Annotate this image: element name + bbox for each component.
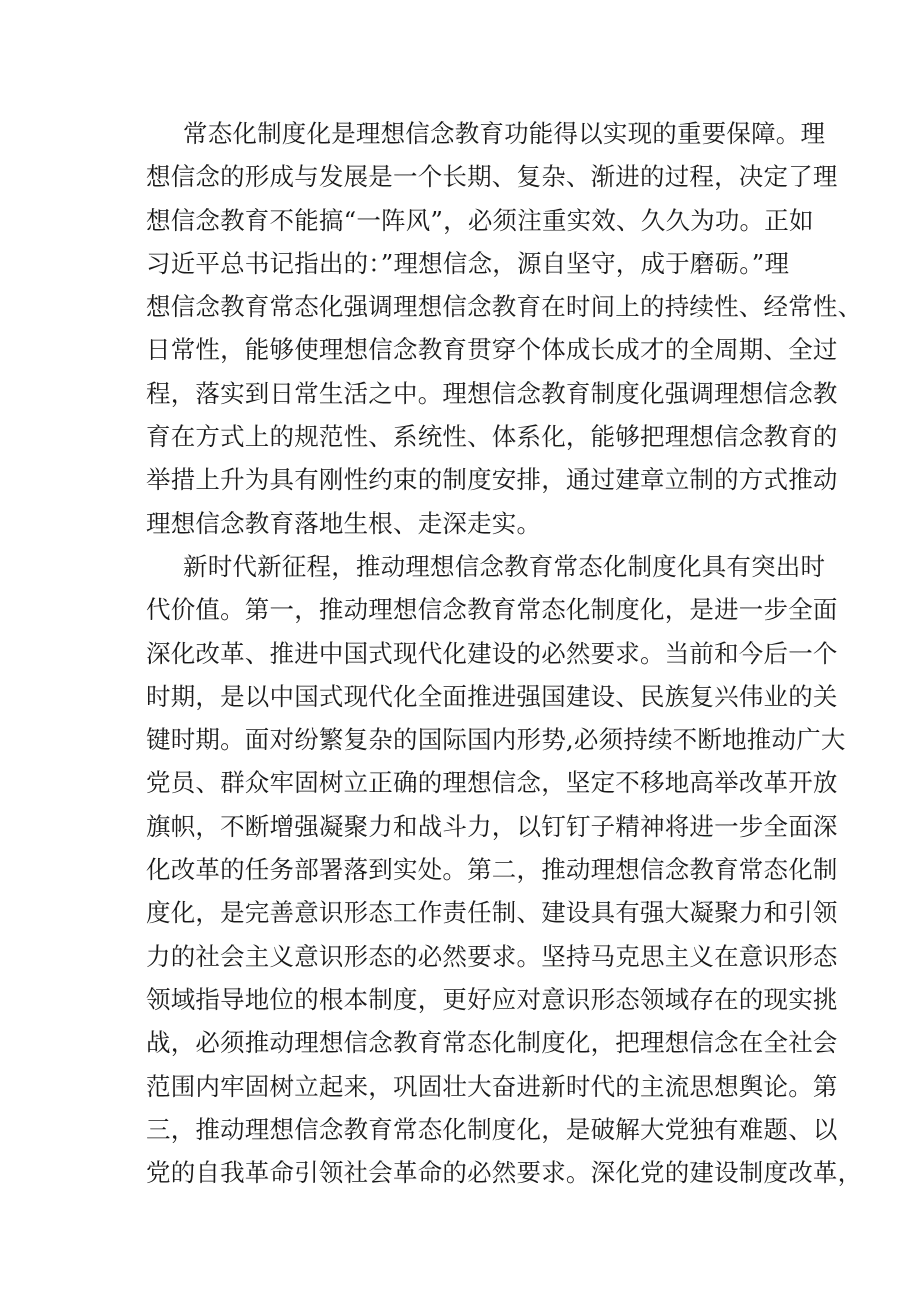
paragraph-1-line-9: 举措上升为具有刚性约束的制度安排，通过建章立制的方式推动 [146, 465, 838, 495]
paragraph-1-line-7: 程，落实到日常生活之中。理想信念教育制度化强调理想信念教 [146, 378, 838, 408]
paragraph-1-line-4: 习近平总书记指出的：”理想信念，源自坚守，成于磨砺。”理 [146, 248, 790, 278]
paragraph-2-line-6: 党员、群众牢固树立正确的理想信念，坚定不移地高举改革开放 [146, 768, 838, 798]
paragraph-2-line-3: 深化改革、推进中国式现代化建设的必然要求。当前和今后一个 [146, 638, 838, 668]
paragraph-2-line-5: 键时期。面对纷繁复杂的国际国内形势,必须持续不断地推动广大 [146, 725, 846, 755]
paragraph-2-line-7: 旗帜，不断增强凝聚力和战斗力，以钉钉子精神将进一步全面深 [146, 811, 838, 841]
paragraph-2-line-12: 战，必须推动理想信念教育常态化制度化，把理想信念在全社会 [146, 1028, 838, 1058]
paragraph-2-line-8: 化改革的任务部署落到实处。第二，推动理想信念教育常态化制 [146, 855, 838, 885]
paragraph-1-line-2: 想信念的形成与发展是一个长期、复杂、渐进的过程，决定了理 [146, 162, 838, 192]
paragraph-1-line-5: 想信念教育常态化强调理想信念教育在时间上的持续性、经常性、 [146, 292, 863, 322]
paragraph-2-line-13: 范围内牢固树立起来，巩固壮大奋进新时代的主流思想舆论。第 [146, 1071, 838, 1101]
paragraph-1-line-10: 理想信念教育落地生根、走深走实。 [146, 508, 542, 538]
paragraph-1-line-8: 育在方式上的规范性、系统性、体系化，能够把理想信念教育的 [146, 422, 838, 452]
paragraph-2-line-10: 力的社会主义意识形态的必然要求。坚持马克思主义在意识形态 [146, 941, 838, 971]
paragraph-2-line-1: 新时代新征程，推动理想信念教育常态化制度化具有突出时 [183, 551, 826, 581]
paragraph-2-line-11: 领域指导地位的根本制度，更好应对意识形态领域存在的现实挑 [146, 984, 838, 1014]
paragraph-2-line-4: 时期，是以中国式现代化全面推进强国建设、民族复兴伟业的关 [146, 681, 838, 711]
paragraph-2-line-2: 代价值。第一，推动理想信念教育常态化制度化，是进一步全面 [146, 595, 838, 625]
paragraph-1-line-1: 常态化制度化是理想信念教育功能得以实现的重要保障。理 [183, 119, 826, 148]
paragraph-1-line-6: 日常性，能够使理想信念教育贯穿个体成长成才的全周期、全过 [146, 335, 838, 365]
paragraph-2-line-15: 党的自我革命引领社会革命的必然要求。深化党的建设制度改革， [146, 1158, 863, 1188]
paragraph-1-line-3: 想信念教育不能搞“一阵风”，必须注重实效、久久为功。正如 [146, 205, 814, 235]
paragraph-2-line-14: 三，推动理想信念教育常态化制度化，是破解大党独有难题、以 [146, 1114, 838, 1144]
body-text [146, 112, 863, 1194]
paragraph-2-line-9: 度化，是完善意识形态工作责任制、建设具有强大凝聚力和引领 [146, 898, 838, 928]
